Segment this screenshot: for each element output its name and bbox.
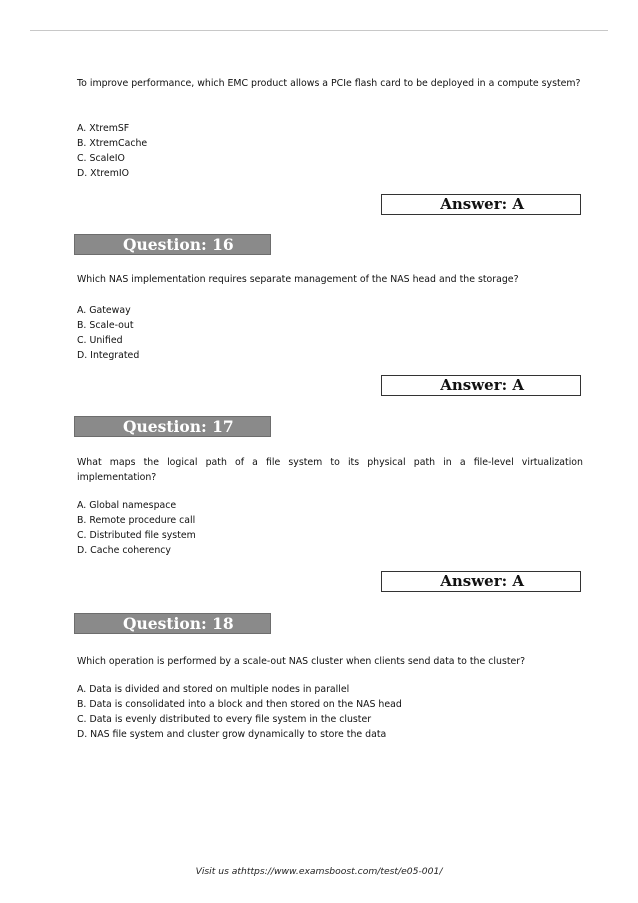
question-16-option-d: D. Integrated: [77, 350, 140, 361]
question-15-option-c: C. ScaleIO: [77, 153, 125, 164]
question-15-options: [77, 121, 583, 181]
question-16-text: Which NAS implementation requires separate management of the NAS head and the storage?: [77, 274, 519, 285]
question-18-option-d: D. NAS file system and cluster grow dynamically to store the data: [77, 729, 387, 740]
question-18-options: [77, 682, 583, 742]
question-17-answer: Answer: A: [440, 572, 524, 590]
question-16-option-b: B. Scale-out: [77, 320, 134, 331]
question-18-option-a: A. Data is divided and stored on multiple nodes in parallel: [77, 684, 350, 695]
question-16-answer-box: [381, 375, 581, 396]
question-15-option-b: B. XtremCache: [77, 138, 148, 149]
question-15-answer-box: [381, 194, 581, 215]
question-15-option-d: D. XtremIO: [77, 168, 129, 179]
question-18-option-c: C. Data is evenly distributed to every file system in the cluster: [77, 714, 372, 725]
question-16-option-c: C. Unified: [77, 335, 123, 346]
question-18-text: Which operation is performed by a scale-out NAS cluster when clients send data to the cluster?: [77, 656, 526, 667]
question-17-option-b: B. Remote procedure call: [77, 515, 196, 526]
question-17-option-c: C. Distributed file system: [77, 530, 196, 541]
question-18-option-b: B. Data is consolidated into a block and then stored on the NAS head: [77, 699, 402, 710]
question-17-answer-box: [381, 571, 581, 592]
question-17-text: What maps the logical path of a file system to its physical path in a file-level virtualization implementation?: [77, 457, 583, 483]
question-16-answer: Answer: A: [440, 376, 524, 394]
question-15-text: To improve performance, which EMC product allows a PCIe flash card to be deployed in a compute system?: [77, 78, 581, 89]
question-17-header: Question: 17: [74, 416, 271, 437]
question-17-options: [77, 498, 583, 558]
question-16-option-a: A. Gateway: [77, 305, 131, 316]
question-16-options: [77, 303, 583, 363]
question-15-option-a: A. XtremSF: [77, 123, 130, 134]
question-16-header: Question: 16: [74, 234, 271, 255]
top-divider: [30, 30, 608, 31]
footer-link-text[interactable]: Visit us athttps://www.examsboost.com/test/e05-001/: [195, 866, 443, 877]
question-15-answer: Answer: A: [440, 195, 524, 213]
question-17-option-a: A. Global namespace: [77, 500, 177, 511]
question-18-header: Question: 18: [74, 613, 271, 634]
question-17-option-d: D. Cache coherency: [77, 545, 171, 556]
